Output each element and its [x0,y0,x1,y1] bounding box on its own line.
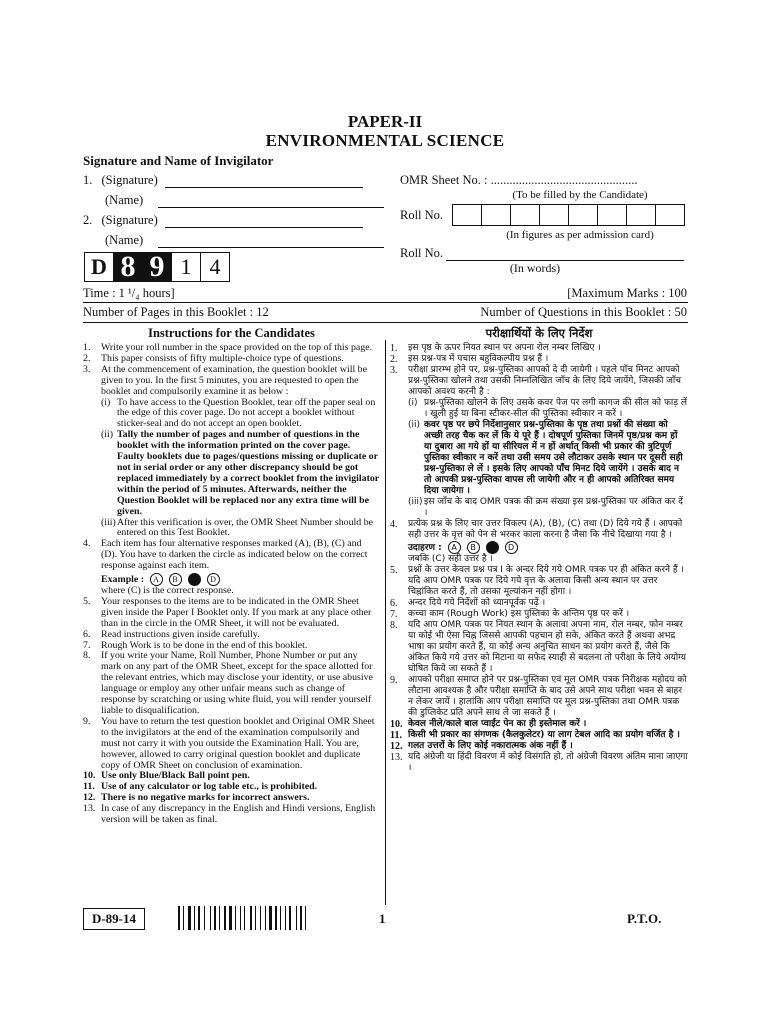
hindi-instruction-item: 9. आपको परीक्षा समाप्त होने पर प्रश्न-पुस्तिका एवं मूल OMR पत्रक निरीक्षक महोदय को लौटाना आवश्यक है और परीक्षा समाप्ति के बाद उसे अपने साथ परीक्षा भवन से बाहर न लेकर जायें । हालांकि आप परीक्षा समाप्ति पर मूल प्रश्न-पुस्तिका तथा OMR पत्रक की डुप्लिकेट प्रति अपने साथ ले जा सकते हैं । [390,675,687,718]
barcode-bar [285,906,286,930]
hindi-example-row [390,541,688,554]
instruction-item: 10. Use only Blue/Black Ball point pen. [83,770,250,782]
invigilator-name-row-1 [105,193,384,208]
barcode [178,906,342,935]
exam-time: Time : 1 ¹/₄ hours] [83,286,175,300]
barcode-bar [178,906,180,930]
code-digit: 8 [113,252,143,282]
signature-label: (Signature) [101,213,158,227]
instruction-item: 9. You have to return the test question booklet and Original OMR Sheet to the invigilators at the end of the examination compulsorily and must not carry it with you outside the Examination Hall. You are, however, allowed to carry original question booklet and duplicate copy of OMR Sheet on conclusion of examination. [83,715,375,771]
hindi-instruction-item: 4. प्रत्येक प्रश्न के लिए चार उत्तर विकल्प (A), (B), (C) तथा (D) दिये गये हैं । आपको सही उत्तर के वृत्त को पेन से भरकर काला करना है जैसा कि नीचे दिखाया गया है । [390,519,683,540]
page-count: Number of Pages in this Booklet : 12 [83,305,269,319]
barcode-bar [265,906,266,930]
paper-title: PAPER-II [347,112,423,131]
barcode-bar [194,906,195,930]
name-line[interactable] [158,207,384,208]
example-note: where (C) is the correct response. [101,585,234,597]
barcode-bar [255,906,256,930]
barcode-bar [214,906,216,930]
name-line[interactable] [158,247,384,248]
hindi-instruction-item: 6. अन्दर दिये गये निर्देशों को ध्यानपूर्वक पढ़ें । [390,598,546,609]
option-c-filled-circle [486,541,499,554]
name-label: (Name) [105,193,144,207]
hindi-instruction-item: 13. यदि अंग्रेजी या हिंदी विवरण में कोई विसंगति हो, तो अंग्रेजी विवरण अंतिम माना जाएगा । [390,752,688,773]
english-instructions [83,326,380,826]
barcode-bar [250,906,252,930]
divider [83,302,688,303]
barcode-bar [269,906,272,930]
instruction-subitem: (i) To have access to the Question Booklet, tear off the paper seal on the edge of this cover page. Do not accept a booklet without sticker-seal and do not accept an open booklet. [101,396,376,430]
barcode-bar [296,906,297,930]
row-number: 1. [83,173,93,187]
barcode-bar [204,906,205,930]
hindi-instructions [390,326,688,774]
hindi-instruction-item: 5. प्रश्नों के उत्तर केवल प्रश्न पत्र I के अन्दर दिये गये OMR पत्रक पर ही अंकित करने हैं । यदि आप OMR पत्रक पर दिये गये वृत्त के अलावा किसी अन्य स्थान पर उत्तर चिह्नांकित करते हैं, तो उसका मूल्यांकन नहीं होगा । [390,565,684,597]
words-note: (In words) [509,261,561,275]
roll-box[interactable] [626,204,656,226]
barcode-bar [300,906,302,930]
instruction-subitem: (iii) After this verification is over, the OMR Sheet Number should be entered on this Test Booklet. [101,516,374,539]
barcode-bar [229,906,232,930]
maximum-marks: [Maximum Marks : 100 [567,286,687,300]
instruction-item: 7. Rough Work is to be done in the end of this booklet. [83,639,308,651]
instruction-item: 4. Each item has four alternative responses marked (A), (B), (C) and (D). You have to darken the circle as indicated below on the correct response against each item. [83,538,368,572]
invigilator-heading: Signature and Name of Invigilator [83,153,274,168]
omr-sheet-label: OMR Sheet No. : [400,173,491,187]
barcode-bar [210,906,211,930]
option-d-circle: D [207,573,220,586]
instruction-item: 5. Your responses to the items are to be indicated in the OMR Sheet given inside the Paper I Booklet only. If you mark at any place other than in the circle in the OMR Sheet, it will not be evaluated. [83,595,372,629]
instruction-item: 11. Use of any calculator or log table etc., is prohibited. [83,781,318,793]
hindi-instruction-item: 3. परीक्षा प्रारम्भ होने पर, प्रश्न-पुस्तिका आपको दे दी जायेगी । पहले पाँच मिनट आपको प्रश्न-पुस्तिका खोलने तथा उसकी निम्नलिखित जाँच के लिए दिये जायेंगे, जिसकी जाँच आपको अवश्य करनी है : [390,365,681,397]
barcode-bar [235,906,236,930]
instruction-item: 13. In case of any discrepancy in the English and Hindi versions, English version will be taken as final. [83,803,376,826]
barcode-bar [219,906,220,930]
option-d-circle: D [505,541,518,554]
hindi-instruction-item: 1. इस पृष्ठ के ऊपर नियत स्थान पर अपना रोल नम्बर लिखिए । [390,343,601,354]
roll-box[interactable] [481,204,511,226]
hindi-example-note: जबकि (C) सही उत्तर है । [408,554,493,564]
barcode-bar [244,906,245,930]
figures-note: (In figures as per admission card) [506,229,654,241]
roll-words-row [400,246,684,261]
barcode-bar [305,906,306,930]
roll-box[interactable] [655,204,685,226]
subject-title: ENVIRONMENTAL SCIENCE [265,131,505,150]
barcode-bar [275,906,277,930]
barcode-bar [198,906,200,930]
hindi-instructions-heading: परीक्षार्थियों के लिए निर्देश [485,326,593,340]
instruction-item: 8. If you write your Name, Roll Number, Phone Number or put any mark on any part of the OMR Sheet, except for the space allotted for the relevant entries, which may disclose your identity, or use abusive language or employ any other unfair means such as change of response by scratching or using white fluid, you will render yourself liable to disqualification. [83,650,373,716]
barcode-bar [289,906,291,930]
code-digit: 1 [171,252,201,282]
hindi-instruction-subitem: (iii) इस जाँच के बाद OMR पत्रक की क्रम संख्या इस प्रश्न-पुस्तिका पर अंकित कर दें । [408,497,683,518]
instruction-item: 3. At the commencement of examination, the question booklet will be given to you. In the first 5 minutes, you are requested to open the booklet and compulsorily examine it as below : [83,363,368,397]
invigilator-name-row-2 [105,233,384,248]
pto-label: P.T.O. [627,911,662,926]
divider [83,322,688,323]
hindi-instruction-item: 11. किसी भी प्रकार का संगणक (कैलकुलेटर) या लाग टेबल आदि का प्रयोग वर्जित है । [390,730,680,741]
roll-box[interactable] [510,204,540,226]
page-number: 1 [379,911,386,926]
code-digit: 4 [200,252,230,282]
option-b-circle: B [169,573,182,586]
booklet-code [84,252,230,282]
instruction-item: 6. Read instructions given inside carefully. [83,628,260,640]
omr-sheet-dots[interactable]: ............................................... [490,173,638,187]
question-count: Number of Questions in this Booklet : 50 [480,305,687,319]
barcode-bar [224,906,226,930]
name-label: (Name) [105,233,144,247]
signature-label: (Signature) [101,173,158,187]
row-number: 2. [83,213,93,227]
hindi-instruction-item: 7. कच्चा काम (Rough Work) इस पुस्तिका के अन्तिम पृष्ठ पर करें । [390,609,630,620]
code-prefix: D [84,252,114,282]
roll-box[interactable] [452,204,482,226]
barcode-bar [183,906,184,930]
instructions-heading: Instructions for the Candidates [148,326,315,340]
column-divider [385,340,386,905]
option-a-circle: A [448,541,461,554]
instruction-subitem: (ii) Tally the number of pages and number of questions in the booklet with the information printed on the cover page. Faulty booklets due to pages/questions missing or duplicate or not in serial order or any other discrepancy should be got replaced immediately by a correct booklet from the invigilator within the period of 5 minutes. Afterwards, neither the Question Booklet will be replaced nor any extra time will be given. [101,429,380,517]
roll-box[interactable] [568,204,598,226]
signature-line[interactable] [165,187,363,188]
instruction-item: 1. Write your roll number in the space provided on the top of this page. [83,342,373,353]
option-a-circle: A [150,573,163,586]
omr-sheet-row [400,173,638,188]
hindi-instruction-item: 12. गलत उत्तरों के लिए कोई नकारात्मक अंक नहीं हैं । [390,741,573,752]
roll-box[interactable] [539,204,569,226]
roll-number-label: Roll No. [400,208,444,222]
barcode-bar [280,906,281,930]
invigilator-row-1 [83,173,363,188]
example-label: Example : [101,573,145,585]
hindi-example-label: उदाहरण : [408,543,442,553]
signature-line[interactable] [165,227,363,228]
roll-words-label: Roll No. [400,246,444,260]
barcode-bar [260,906,261,930]
candidate-fill-note: (To be filled by the Candidate) [512,189,648,201]
hindi-instruction-item: 10. केवल नीले/काले बाल प्वाईंट पेन का ही इस्तेमाल करें । [390,719,587,730]
roll-box[interactable] [597,204,627,226]
option-b-circle: B [467,541,480,554]
code-digit: 9 [142,252,172,282]
barcode-bar [240,906,241,930]
invigilator-row-2 [83,213,363,228]
hindi-instruction-item: 2. इस प्रश्न-पत्र में पचास बहुविकल्पीय प्रश्न हैं । [390,354,549,365]
hindi-instruction-item: 8. यदि आप OMR पत्रक पर नियत स्थान के अलावा अपना नाम, रोल नम्बर, फोन नम्बर या कोई भी ऐसा चिह्न जिससे आपकी पहचान हो सके, अंकित करते हैं अथवा अभद्र भाषा का प्रयोग करते हैं, या कोई अन्य अनुचित साधन का प्रयोग करते हैं, जैसे कि अंकित किये गये उत्तर को मिटाना या सफेद स्याही से बदलना तो परीक्षा के लिये अयोग्य घोषित किये जा सकते हैं । [390,620,686,674]
barcode-graphic [178,906,342,930]
hindi-instruction-subitem: (i) प्रश्न-पुस्तिका खोलने के लिए उसके कवर पेज पर लगी कागज की सील को फाड़ लें । खुली हुई या बिना स्टीकर-सील की पुस्तिका स्वीकार न करें । [408,398,687,419]
instruction-item: 2. This paper consists of fifty multiple-choice type of questions. [83,352,344,364]
barcode-bar [188,906,191,930]
footer-code: D-89-14 [83,908,145,930]
hindi-instruction-subitem: (ii) कवर पृष्ठ पर छपे निर्देशानुसार प्रश्न-पुस्तिका के पृष्ठ तथा प्रश्नों की संख्या को अच्छी तरह चैक कर लें कि ये पूरे हैं । दोषपूर्ण पुस्तिका जिनमें पृष्ठ/प्रश्न कम हों या दुबारा आ गये हों या सीरियल में न हों अर्थात् किसी भी प्रकार की त्रुटिपूर्ण पुस्तिका स्वीकार न करें तथा उसी समय उसे लौटाकर उसके स्थान पर दूसरी सही प्रश्न-पुस्तिका ले लें । इसके लिए आपको पाँच मिनट दिये जायेंगे । उसके बाद न तो आपकी प्रश्न-पुस्तिका वापस ली जायेगी और न ही आपको अतिरिक्त समय दिया जायेगा । [408,420,683,496]
instruction-item: 12. There is no negative marks for incorrect answers. [83,792,310,804]
roll-number-boxes[interactable] [452,204,685,226]
